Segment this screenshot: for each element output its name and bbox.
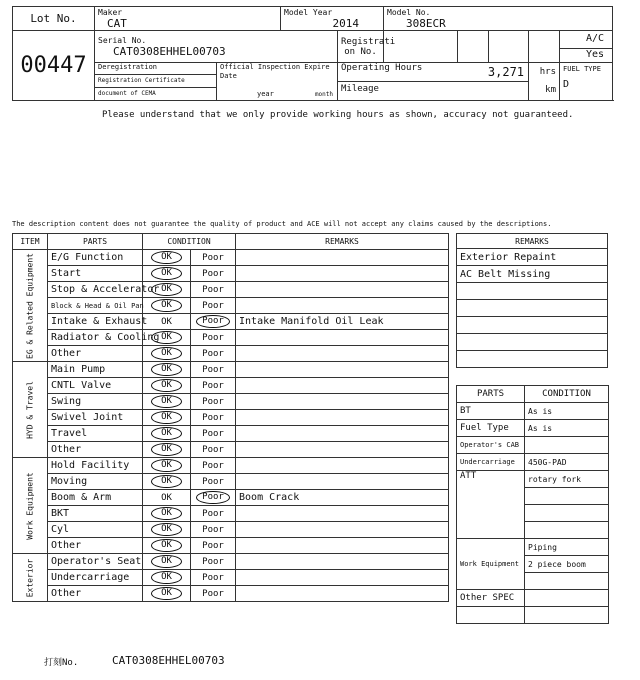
work-value-1: Piping bbox=[525, 539, 609, 556]
model-year-value: 2014 bbox=[332, 16, 360, 30]
poor-cell bbox=[191, 314, 236, 330]
poor-cell bbox=[191, 250, 236, 266]
ok-label: OK bbox=[151, 507, 182, 520]
cab-label: Operator's CAB bbox=[457, 437, 525, 454]
poor-cell bbox=[191, 410, 236, 426]
ok-label: OK bbox=[151, 363, 182, 376]
ok-cell bbox=[143, 426, 191, 442]
remark bbox=[236, 250, 449, 266]
poor-label: Poor bbox=[202, 364, 224, 375]
work-value-2: 2 piece boom bbox=[525, 556, 609, 573]
serial-label: Serial No. bbox=[98, 35, 147, 45]
header-table bbox=[12, 6, 613, 101]
poor-cell bbox=[191, 362, 236, 378]
ok-cell bbox=[143, 282, 191, 298]
part-name: Start bbox=[48, 266, 143, 282]
part-name: Boom & Arm bbox=[48, 490, 143, 506]
remark-line-row bbox=[457, 266, 608, 283]
km-unit: km bbox=[545, 85, 557, 95]
footer-label: 打刻No. bbox=[44, 658, 79, 668]
undercarriage-value: 450G-PAD bbox=[525, 454, 609, 471]
ok-cell bbox=[143, 570, 191, 586]
remark bbox=[236, 378, 449, 394]
poor-cell bbox=[191, 570, 236, 586]
fuel-type-value: D bbox=[563, 79, 570, 90]
ok-cell bbox=[143, 490, 191, 506]
ok-cell bbox=[143, 458, 191, 474]
ok-label: OK bbox=[161, 492, 172, 503]
poor-cell bbox=[191, 298, 236, 314]
year-label: year bbox=[257, 90, 274, 98]
poor-cell bbox=[191, 330, 236, 346]
ok-label: OK bbox=[151, 251, 182, 264]
maker-label: Maker bbox=[98, 7, 123, 17]
month-label: month bbox=[314, 91, 333, 98]
poor-cell bbox=[191, 442, 236, 458]
ok-cell bbox=[143, 506, 191, 522]
inspection-row bbox=[13, 490, 449, 506]
poor-label: Poor bbox=[202, 540, 224, 551]
poor-cell bbox=[191, 266, 236, 282]
poor-label: Poor bbox=[202, 572, 224, 583]
att-value-1: rotary fork bbox=[525, 471, 609, 488]
inspection-row bbox=[13, 362, 449, 378]
ok-label: OK bbox=[151, 555, 182, 568]
part-name: Stop & Accelerator bbox=[48, 282, 143, 298]
inspection-row bbox=[13, 346, 449, 362]
att-value-4 bbox=[525, 522, 609, 539]
ok-cell bbox=[143, 346, 191, 362]
poor-cell bbox=[191, 474, 236, 490]
inspection-row bbox=[13, 554, 449, 570]
inspection-row bbox=[13, 330, 449, 346]
item-header: ITEM bbox=[13, 234, 48, 250]
part-name: BKT bbox=[48, 506, 143, 522]
remark: Boom Crack bbox=[236, 490, 449, 506]
ok-cell bbox=[143, 442, 191, 458]
model-no-label: Model No. bbox=[387, 7, 431, 17]
poor-label: Poor bbox=[196, 315, 230, 328]
reg-cert-label: Registration Certificate bbox=[95, 75, 216, 88]
work-equipment-label: Work Equipment bbox=[457, 539, 525, 590]
poor-label: Poor bbox=[196, 491, 230, 504]
remark bbox=[236, 458, 449, 474]
ok-label: OK bbox=[151, 539, 182, 552]
ok-label: OK bbox=[151, 347, 182, 360]
inspection-row bbox=[13, 506, 449, 522]
poor-cell bbox=[191, 378, 236, 394]
poor-label: Poor bbox=[202, 300, 224, 311]
ok-cell bbox=[143, 410, 191, 426]
remark bbox=[236, 522, 449, 538]
remark bbox=[236, 426, 449, 442]
part-name: Other bbox=[48, 538, 143, 554]
part-name: Other bbox=[48, 586, 143, 602]
category-label bbox=[13, 554, 48, 602]
footer-value: CAT0308EHHEL00703 bbox=[112, 654, 225, 667]
remark: Intake Manifold Oil Leak bbox=[236, 314, 449, 330]
remark bbox=[236, 394, 449, 410]
inspection-table bbox=[12, 233, 449, 602]
remark-line: Exterior Repaint bbox=[457, 249, 608, 266]
other-spec-label: Other SPEC bbox=[457, 590, 525, 607]
category-name: EG & Related Equipment bbox=[25, 252, 35, 359]
inspection-row bbox=[13, 538, 449, 554]
poor-cell bbox=[191, 346, 236, 362]
category-name: HYD & Travel bbox=[25, 380, 35, 439]
remark bbox=[236, 282, 449, 298]
part-name: Block & Head & Oil Pan bbox=[48, 298, 143, 314]
part-name: Hold Facility bbox=[48, 458, 143, 474]
remark bbox=[236, 266, 449, 282]
part-name: Undercarriage bbox=[48, 570, 143, 586]
ac-label: A/C bbox=[560, 33, 612, 49]
remark bbox=[236, 346, 449, 362]
remark bbox=[236, 298, 449, 314]
inspection-row bbox=[13, 474, 449, 490]
inspection-row bbox=[13, 442, 449, 458]
poor-label: Poor bbox=[202, 268, 224, 279]
remark-line-row bbox=[457, 317, 608, 334]
ok-cell bbox=[143, 250, 191, 266]
ok-label: OK bbox=[151, 379, 182, 392]
poor-label: Poor bbox=[202, 524, 224, 535]
lot-label: Lot No. bbox=[13, 7, 95, 31]
part-name: Moving bbox=[48, 474, 143, 490]
bt-value: As is bbox=[525, 403, 609, 420]
remark bbox=[236, 330, 449, 346]
inspection-row bbox=[13, 314, 449, 330]
ok-cell bbox=[143, 298, 191, 314]
inspection-row bbox=[13, 394, 449, 410]
cab-value bbox=[525, 437, 609, 454]
condition-header: CONDITION bbox=[143, 234, 236, 250]
ok-label: OK bbox=[151, 267, 182, 280]
poor-cell bbox=[191, 554, 236, 570]
category-name: Work Equipment bbox=[25, 471, 35, 540]
ok-label: OK bbox=[151, 411, 182, 424]
poor-label: Poor bbox=[202, 556, 224, 567]
ok-label: OK bbox=[151, 395, 182, 408]
fuel-value: As is bbox=[525, 420, 609, 437]
ok-label: OK bbox=[151, 427, 182, 440]
poor-cell bbox=[191, 458, 236, 474]
hours-notice: Please understand that we only provide working hours as shown, accuracy not guaranteed. bbox=[102, 110, 574, 120]
poor-label: Poor bbox=[202, 460, 224, 471]
ok-cell bbox=[143, 522, 191, 538]
part-name: Other bbox=[48, 442, 143, 458]
remark-line bbox=[457, 334, 608, 351]
poor-label: Poor bbox=[202, 412, 224, 423]
att-value-3 bbox=[525, 505, 609, 522]
remark bbox=[236, 474, 449, 490]
remark bbox=[236, 538, 449, 554]
poor-label: Poor bbox=[202, 444, 224, 455]
poor-cell bbox=[191, 506, 236, 522]
serial-value: CAT0308EHHEL00703 bbox=[113, 44, 226, 58]
remark bbox=[236, 586, 449, 602]
poor-cell bbox=[191, 394, 236, 410]
poor-cell bbox=[191, 586, 236, 602]
inspection-expire-label: Official Inspection Expire Date bbox=[220, 63, 330, 80]
spec-condition-header: CONDITION bbox=[525, 386, 609, 403]
ok-cell bbox=[143, 474, 191, 490]
remark bbox=[236, 362, 449, 378]
remark-line bbox=[457, 300, 608, 317]
inspection-row bbox=[13, 298, 449, 314]
remark-line-row bbox=[457, 351, 608, 368]
ok-cell bbox=[143, 394, 191, 410]
ok-label: OK bbox=[151, 331, 182, 344]
other-spec-value bbox=[525, 590, 609, 607]
poor-label: Poor bbox=[202, 284, 224, 295]
poor-label: Poor bbox=[202, 508, 224, 519]
part-name: Operator's Seat bbox=[48, 554, 143, 570]
part-name: E/G Function bbox=[48, 250, 143, 266]
ok-label: OK bbox=[151, 443, 182, 456]
category-label bbox=[13, 362, 48, 458]
registration-label: Registrati on No. bbox=[338, 31, 384, 63]
remarks-panel bbox=[456, 233, 608, 368]
part-name: Swing bbox=[48, 394, 143, 410]
inspection-row bbox=[13, 570, 449, 586]
ok-label: OK bbox=[161, 316, 172, 327]
operating-hours-label: Operating Hours bbox=[341, 63, 423, 73]
spec-parts-header: PARTS bbox=[457, 386, 525, 403]
inspection-row bbox=[13, 282, 449, 298]
inspection-row bbox=[13, 522, 449, 538]
part-name: Radiator & Cooling bbox=[48, 330, 143, 346]
remark-line-row bbox=[457, 249, 608, 266]
ok-cell bbox=[143, 378, 191, 394]
poor-cell bbox=[191, 426, 236, 442]
inspection-row bbox=[13, 586, 449, 602]
poor-label: Poor bbox=[202, 380, 224, 391]
remarks-header: REMARKS bbox=[236, 234, 449, 250]
poor-label: Poor bbox=[202, 476, 224, 487]
poor-label: Poor bbox=[202, 252, 224, 263]
mileage-label: Mileage bbox=[341, 84, 379, 94]
category-name: Exterior bbox=[25, 558, 35, 597]
hrs-unit: hrs bbox=[539, 67, 557, 77]
ac-value: Yes bbox=[585, 49, 605, 60]
parts-header: PARTS bbox=[48, 234, 143, 250]
poor-label: Poor bbox=[202, 332, 224, 343]
ok-cell bbox=[143, 330, 191, 346]
ok-label: OK bbox=[151, 283, 182, 296]
inspection-row bbox=[13, 458, 449, 474]
part-name: Intake & Exhaust bbox=[48, 314, 143, 330]
category-label bbox=[13, 250, 48, 362]
inspection-row bbox=[13, 410, 449, 426]
ok-label: OK bbox=[151, 475, 182, 488]
disclaimer: The description content does not guarantee the quality of product and ACE will not accept any claims caused by the descriptions. bbox=[12, 220, 552, 228]
part-name: Other bbox=[48, 346, 143, 362]
ok-cell bbox=[143, 554, 191, 570]
deregistration-label: Deregistration bbox=[95, 63, 216, 75]
poor-label: Poor bbox=[202, 396, 224, 407]
remark-line bbox=[457, 283, 608, 300]
fuel-type-label: FUEL TYPE bbox=[563, 65, 601, 73]
part-name: Travel bbox=[48, 426, 143, 442]
att-value-2 bbox=[525, 488, 609, 505]
spec-panel bbox=[456, 385, 609, 624]
remarks-panel-header: REMARKS bbox=[457, 234, 608, 249]
part-name: CNTL Valve bbox=[48, 378, 143, 394]
poor-label: Poor bbox=[202, 428, 224, 439]
remark-line bbox=[457, 317, 608, 334]
part-name: Cyl bbox=[48, 522, 143, 538]
model-no-value: 308ECR bbox=[406, 16, 446, 30]
ok-label: OK bbox=[151, 523, 182, 536]
inspection-row bbox=[13, 378, 449, 394]
lot-number: 00447 bbox=[13, 31, 95, 101]
remark-line-row bbox=[457, 334, 608, 351]
model-year-label: Model Year bbox=[284, 7, 333, 17]
category-label bbox=[13, 458, 48, 554]
ok-label: OK bbox=[151, 299, 182, 312]
remark bbox=[236, 570, 449, 586]
ok-label: OK bbox=[151, 571, 182, 584]
maker-value: CAT bbox=[107, 16, 127, 30]
ok-label: OK bbox=[151, 587, 182, 600]
part-name: Swivel Joint bbox=[48, 410, 143, 426]
remark-line bbox=[457, 351, 608, 368]
poor-cell bbox=[191, 522, 236, 538]
operating-hours-value: 3,271 bbox=[487, 65, 525, 79]
poor-cell bbox=[191, 282, 236, 298]
poor-label: Poor bbox=[202, 348, 224, 359]
poor-label: Poor bbox=[202, 588, 224, 599]
work-value-3 bbox=[525, 573, 609, 590]
cema-label: document of CEMA bbox=[98, 90, 156, 97]
inspection-row bbox=[13, 250, 449, 266]
ok-cell bbox=[143, 586, 191, 602]
ok-cell bbox=[143, 538, 191, 554]
fuel-label: Fuel Type bbox=[457, 420, 525, 437]
ok-label: OK bbox=[151, 459, 182, 472]
ok-cell bbox=[143, 266, 191, 282]
bt-label: BT bbox=[457, 403, 525, 420]
remark-line: AC Belt Missing bbox=[457, 266, 608, 283]
remark bbox=[236, 442, 449, 458]
part-name: Main Pump bbox=[48, 362, 143, 378]
remark bbox=[236, 410, 449, 426]
poor-cell bbox=[191, 490, 236, 506]
inspection-row bbox=[13, 426, 449, 442]
poor-cell bbox=[191, 538, 236, 554]
remark bbox=[236, 554, 449, 570]
remark-line-row bbox=[457, 283, 608, 300]
remark bbox=[236, 506, 449, 522]
inspection-row bbox=[13, 266, 449, 282]
undercarriage-label: Undercarriage bbox=[457, 454, 525, 471]
att-label: ATT bbox=[457, 471, 525, 539]
ok-cell bbox=[143, 362, 191, 378]
remark-line-row bbox=[457, 300, 608, 317]
ok-cell bbox=[143, 314, 191, 330]
